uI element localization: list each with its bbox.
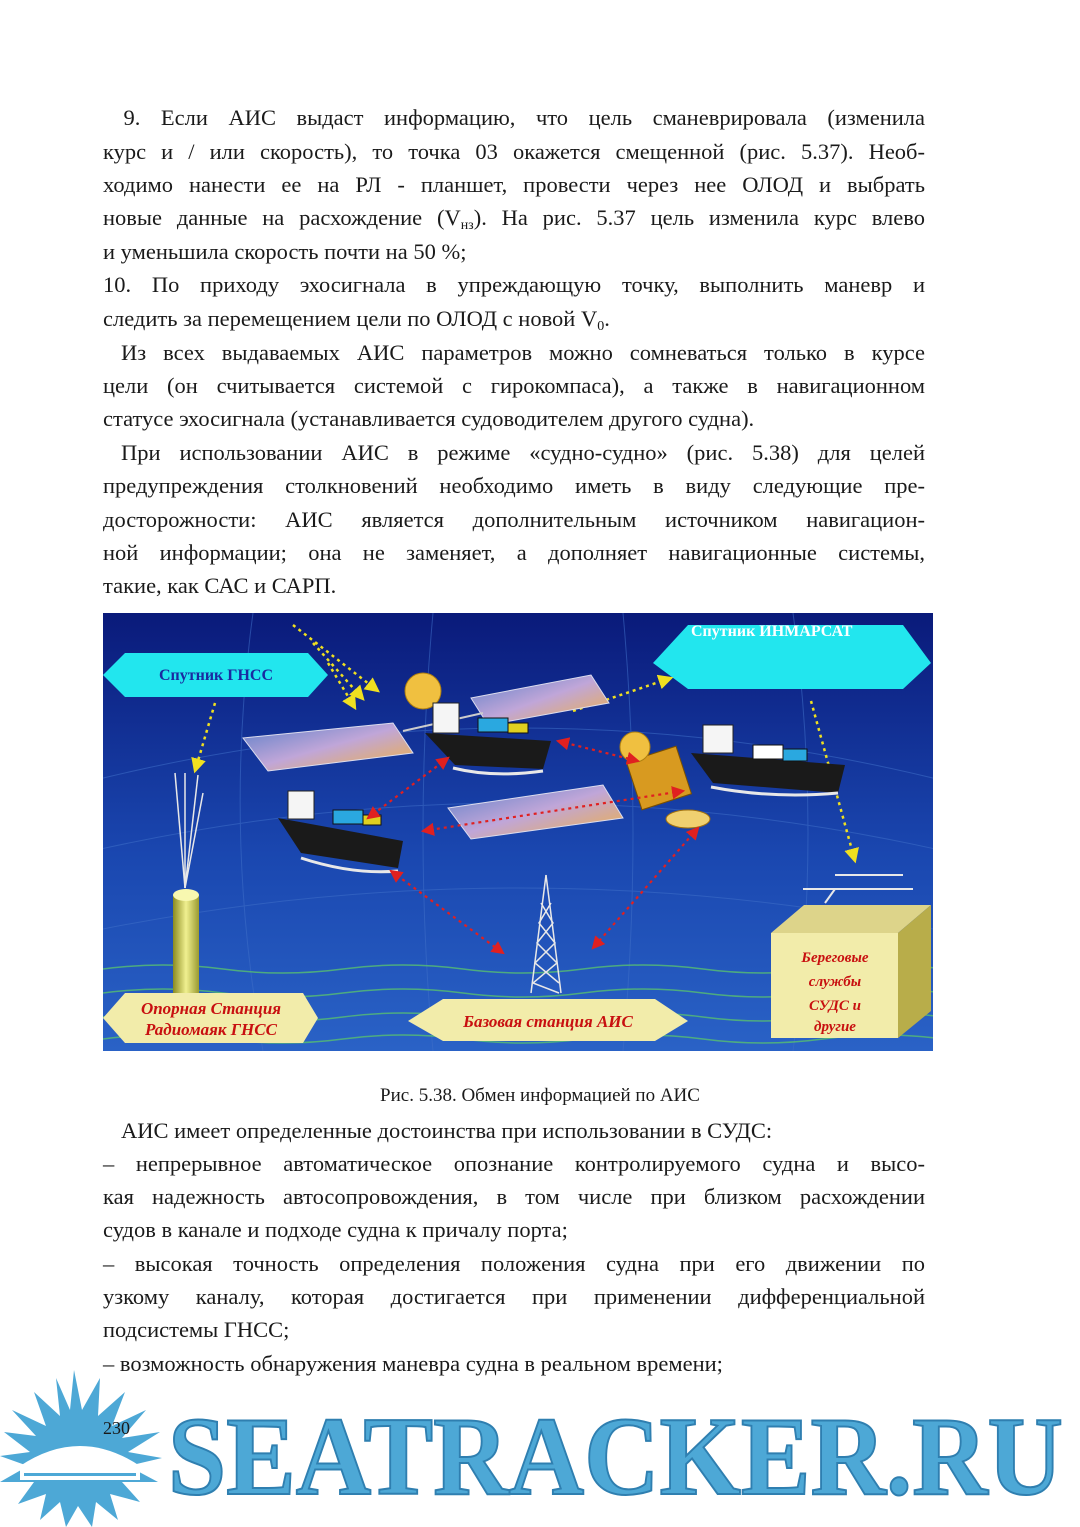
inmarsat-label: Спутник ИНМАРСАТ <box>691 623 853 640</box>
figure-caption: Рис. 5.38. Обмен информацией по АИС <box>380 1085 700 1106</box>
paragraph-11-line-2: цели (он считывается системой с гирокомпаса), а также в навигационном <box>103 373 925 398</box>
paragraph-13-line-7: подсистемы ГНСС; <box>103 1317 290 1342</box>
paragraph-11-line-3: статусе эхосигнала (устанавливается судоводителем другого судна). <box>103 406 755 431</box>
paragraph-13-line-4: судов в канале и подходе судна к причалу порта; <box>103 1217 568 1242</box>
base-station-label: Базовая станция АИС <box>463 1012 633 1031</box>
gnss-satellite-label: Спутник ГНСС <box>158 667 274 684</box>
reference-station-label-2: Радиомаяк ГНСС <box>145 1020 277 1039</box>
paragraph-12-line-5: такие, как САС и САРП. <box>103 573 337 598</box>
paragraph-11-line-1: Из всех выдаваемых АИС параметров можно сомневаться только в курсе <box>121 340 925 365</box>
paragraph-9-line-5: и уменьшила скорость почти на 50 %; <box>103 239 467 264</box>
ais-exchange-figure <box>103 613 933 1051</box>
paragraph-12-line-1: При использовании АИС в режиме «судно-судно» (рис. 5.38) для целей <box>121 440 925 465</box>
paragraph-9-line-3: ходимо нанести ее на РЛ - планшет, провести через нее ОЛОД и выбрать <box>103 172 925 197</box>
paragraph-13-line-5: – высокая точность определения положения судна при его движении по <box>103 1251 925 1276</box>
shore-label-line-4: другие <box>814 1019 856 1035</box>
paragraph-13-line-1: АИС имеет определенные достоинства при использовании в СУДС: <box>121 1118 773 1143</box>
paragraph-13-line-3: кая надежность автосопровождения, в том числе при близком расхождении <box>103 1184 925 1209</box>
paragraph-9-line-2: курс и / или скорость), то точка 03 окажется смещенной (рис. 5.37). Необ- <box>103 139 925 164</box>
paragraph-12-line-4: ной информации; она не заменяет, а дополняет навигационные системы, <box>103 540 925 565</box>
shore-label-line-1: Береговые <box>801 950 869 966</box>
watermark-text: SEATRACKER.RU <box>168 1395 1063 1519</box>
page-number: 230 <box>103 1418 130 1438</box>
paragraph-9-line-4: новые данные на расхождение $(V_{нз})$. На рис. 5.37 цель изменила курс влево <box>103 205 925 233</box>
shore-services-box <box>771 905 931 1038</box>
shore-label-line-3: СУДС и <box>809 998 861 1014</box>
paragraph-12-line-3: досторожности: АИС является дополнительным источником навигацион- <box>103 507 925 532</box>
paragraph-10-line-1: 10. По приходу эхосигнала в упреждающую точку, выполнить маневр и <box>103 272 925 297</box>
reference-station-label-1: Опорная Станция <box>140 999 282 1018</box>
paragraph-9-line-1: 9. Если АИС выдаст информацию, что цель сманеврировала (изменила <box>123 105 925 130</box>
paragraph-10-line-2: следить за перемещением цели по ОЛОД с новой $V_0$. <box>103 306 610 334</box>
reference-station-tower <box>173 889 199 993</box>
sunburst-logo-icon <box>0 1370 162 1527</box>
seatracker-watermark <box>0 1370 1080 1527</box>
paragraph-13-line-2: – непрерывное автоматическое опознание контролируемого судна и высо- <box>103 1151 925 1176</box>
shore-label-line-2: службы <box>808 974 862 990</box>
paragraph-12-line-2: предупреждения столкновений необходимо иметь в виду следующие пре- <box>103 473 925 498</box>
paragraph-13-line-8: – возможность обнаружения маневра судна в реальном времени; <box>103 1351 723 1376</box>
paragraph-13-line-6: узкому каналу, которая достигается при применении дифференциальной <box>103 1284 925 1309</box>
